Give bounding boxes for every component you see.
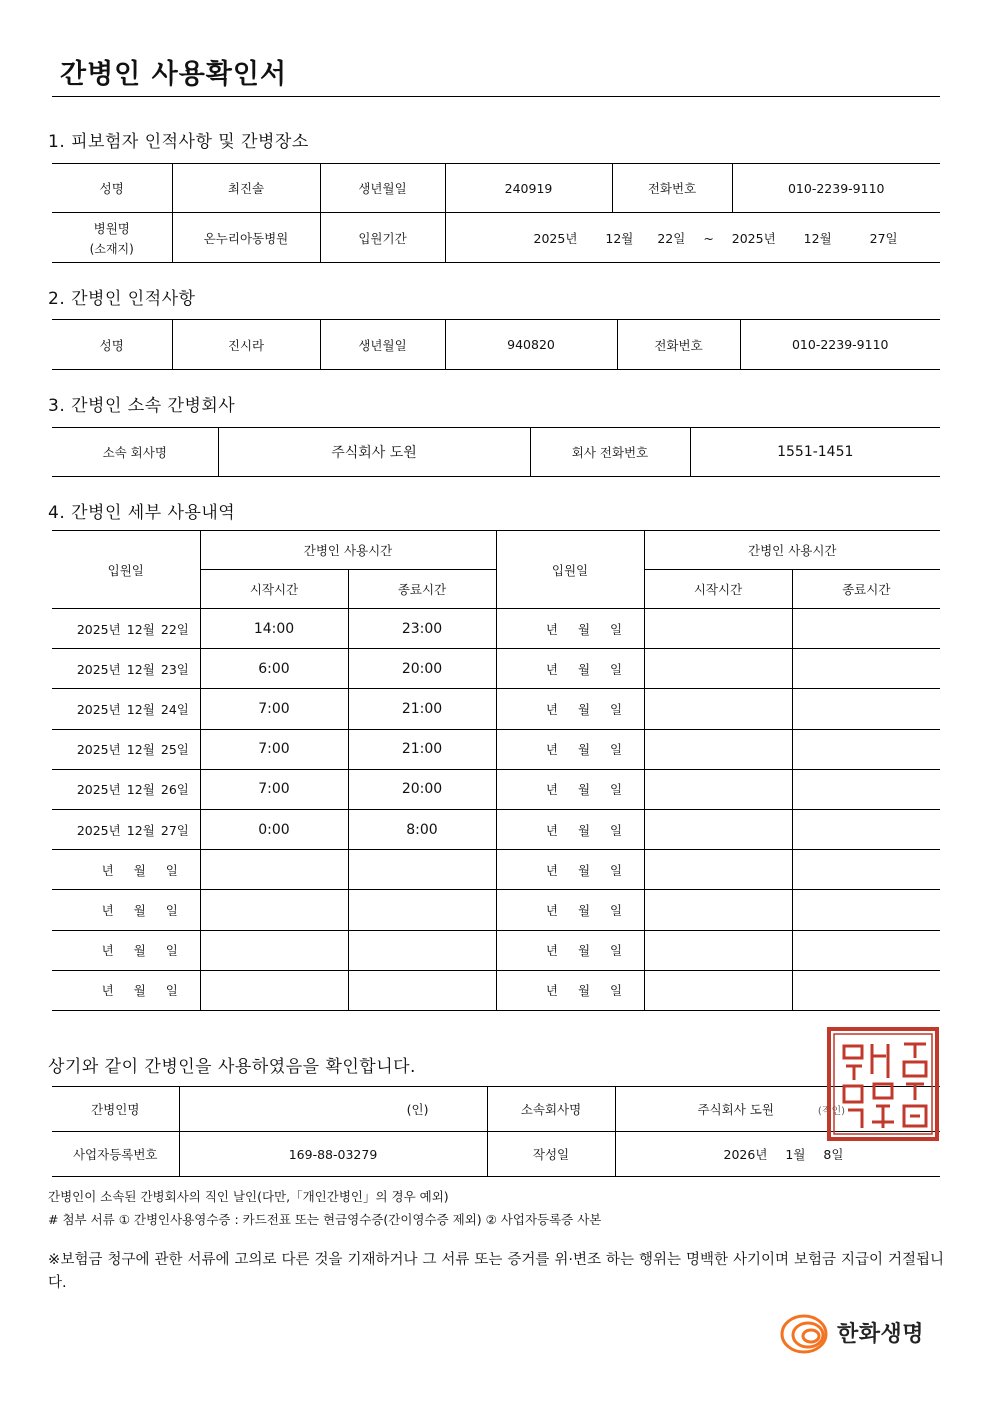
unit-month: 월: [577, 983, 591, 999]
write-month: 1: [785, 1147, 794, 1162]
date-month: 12: [126, 621, 143, 637]
seal-note: 간병인이 소속된 간병회사의 직인 날인(다만,「개인간병인」의 경우 예외): [48, 1189, 449, 1204]
section3-heading: 3. 간병인 소속 간병회사: [48, 396, 236, 416]
unit-day: 일: [165, 902, 178, 918]
date-month: 12: [126, 822, 143, 838]
unit-month: 월: [133, 862, 146, 878]
unit-month: 월: [133, 902, 146, 918]
right-end-time[interactable]: [792, 689, 940, 729]
title-divider: [52, 96, 940, 97]
usage-row: [52, 970, 940, 1010]
unit-year: 년: [545, 943, 558, 959]
unit-day: 일: [165, 983, 178, 999]
right-date-cell[interactable]: [496, 930, 644, 970]
unit-day: 일: [176, 742, 189, 758]
left-start-time[interactable]: 0:00: [200, 809, 348, 849]
unit-month: 월: [577, 742, 591, 758]
right-start-time[interactable]: [644, 729, 792, 769]
period-to-year: 2025: [731, 230, 764, 246]
right-end-time[interactable]: [792, 930, 940, 970]
unit-month: 월: [133, 943, 146, 959]
unit-year: 년: [545, 983, 558, 999]
right-date-cell[interactable]: [496, 809, 644, 849]
usage-detail-table: [52, 530, 940, 1011]
unit-year: 년: [108, 701, 121, 717]
unit-day: 일: [610, 902, 623, 918]
date-day: 25: [160, 742, 177, 758]
left-date-cell[interactable]: [52, 890, 200, 930]
right-end-time[interactable]: [792, 649, 940, 689]
caregiver-birth[interactable]: 940820: [445, 320, 617, 370]
company-seal-text: (직인): [817, 1106, 846, 1117]
caregiver-phone-label: 전화번호: [617, 320, 740, 370]
insured-birth-label: 생년월일: [320, 164, 445, 213]
unit-month: 월: [577, 943, 591, 959]
unit-year: 년: [545, 621, 558, 637]
caregiver-birth-label: 생년월일: [320, 320, 445, 370]
hospital-label: [52, 213, 172, 263]
caregiver-sign-field[interactable]: [179, 1087, 487, 1132]
unit-day: 일: [610, 983, 623, 999]
hospital-label-sub: (소재지): [89, 241, 134, 256]
unit-year: 년: [108, 661, 121, 677]
insured-name-label: 성명: [52, 164, 172, 213]
insured-birth[interactable]: 240919: [445, 164, 612, 213]
period-to-day: 27: [869, 230, 886, 246]
date-day: 24: [160, 701, 177, 717]
usage-row: [52, 890, 940, 930]
left-start-time[interactable]: [200, 970, 348, 1010]
caregiver-phone[interactable]: 010-2239-9110: [740, 320, 940, 370]
right-date-cell[interactable]: [496, 890, 644, 930]
right-start-time[interactable]: [644, 809, 792, 849]
right-date-cell[interactable]: [496, 970, 644, 1010]
right-end-time[interactable]: [792, 809, 940, 849]
left-end-time[interactable]: [348, 850, 496, 890]
fraud-warning: ※보험금 청구에 관한 서류에 고의로 다른 것을 기재하거나 그 서류 또는 증거를 위·변조 하는 행위는 명백한 사기이며 보험금 지급이 거절됩니다.: [48, 1252, 944, 1291]
unit-day: 일: [176, 701, 189, 717]
right-end-time[interactable]: [792, 850, 940, 890]
left-start-time[interactable]: 7:00: [200, 769, 348, 809]
unit-year: 년: [565, 230, 578, 246]
date-day: 23: [160, 661, 177, 677]
unit-month: 월: [142, 782, 155, 798]
brand-name: 한화생명: [837, 1322, 925, 1347]
right-end-time[interactable]: [792, 609, 940, 649]
left-end-time[interactable]: [348, 930, 496, 970]
unit-month: 월: [142, 621, 155, 637]
left-end-time[interactable]: [348, 890, 496, 930]
left-end-time[interactable]: 20:00: [348, 649, 496, 689]
unit-day: 일: [176, 782, 189, 798]
period-from-day: 22: [657, 230, 674, 246]
unit-year: 년: [545, 661, 558, 677]
right-start-time[interactable]: [644, 890, 792, 930]
unit-month: 월: [577, 862, 591, 878]
company-info-table: [52, 427, 940, 477]
usage-row: [52, 930, 940, 970]
unit-day: 일: [673, 230, 686, 246]
unit-year: 년: [108, 822, 121, 838]
unit-day: 일: [610, 782, 623, 798]
hospital-label-main: 병원명: [93, 220, 130, 236]
unit-year: 년: [101, 902, 114, 918]
period-from-year: 2025: [533, 230, 566, 246]
admission-period[interactable]: [445, 213, 940, 263]
unit-day: 일: [610, 661, 623, 677]
company-sign-label: 소속회사명: [487, 1087, 615, 1132]
right-start-time[interactable]: [644, 609, 792, 649]
unit-day: 일: [176, 822, 189, 838]
right-time-header: 간병인 사용시간: [644, 531, 940, 570]
unit-month: 월: [142, 822, 155, 838]
date-year: 2025: [76, 621, 109, 637]
insured-info-table: [52, 163, 940, 263]
usage-row: [52, 609, 940, 649]
unit-day: 일: [176, 661, 189, 677]
right-date-cell[interactable]: [496, 729, 644, 769]
left-end-time[interactable]: 8:00: [348, 809, 496, 849]
left-date-cell[interactable]: [52, 930, 200, 970]
usage-row: [52, 809, 940, 849]
write-day: 8: [823, 1147, 832, 1162]
date-month: 12: [126, 661, 143, 677]
unit-year: 년: [108, 782, 121, 798]
unit-month: 월: [577, 822, 591, 838]
right-date-cell[interactable]: [496, 649, 644, 689]
usage-row: [52, 689, 940, 729]
unit-month: 월: [133, 983, 146, 999]
unit-year: 년: [101, 943, 114, 959]
unit-day: 일: [610, 701, 623, 717]
unit-year: 년: [763, 230, 776, 246]
unit-month: 월: [577, 782, 591, 798]
right-end-time[interactable]: [792, 729, 940, 769]
left-date-cell[interactable]: [52, 769, 200, 809]
unit-month: 월: [621, 230, 634, 246]
section1-heading: 1. 피보험자 인적사항 및 간병장소: [48, 132, 309, 152]
period-to-month: 12: [803, 230, 820, 246]
unit-year: 년: [545, 822, 558, 838]
unit-month: 월: [142, 701, 155, 717]
unit-month: 월: [819, 230, 832, 246]
left-time-header: 간병인 사용시간: [200, 531, 496, 570]
left-date-header: 입원일: [52, 531, 200, 609]
left-start-time[interactable]: 7:00: [200, 729, 348, 769]
company-phone-label: 회사 전화번호: [530, 428, 690, 477]
insured-name[interactable]: 최진솔: [172, 164, 320, 213]
unit-month: 월: [142, 742, 155, 758]
unit-year: 년: [545, 862, 558, 878]
hospital-name[interactable]: 온누리아동병원: [172, 213, 320, 263]
company-name[interactable]: 주식회사 도원: [218, 428, 530, 477]
right-date-cell[interactable]: [496, 689, 644, 729]
unit-year: 년: [545, 701, 558, 717]
right-start-time[interactable]: [644, 689, 792, 729]
right-start-time[interactable]: [644, 649, 792, 689]
left-end-time[interactable]: 23:00: [348, 609, 496, 649]
right-start-time[interactable]: [644, 850, 792, 890]
left-date-cell[interactable]: [52, 729, 200, 769]
bizno[interactable]: 169-88-03279: [179, 1132, 487, 1177]
date-year: 2025: [76, 661, 109, 677]
period-tilde: ~: [703, 230, 714, 246]
left-date-cell[interactable]: [52, 970, 200, 1010]
right-start-time[interactable]: [644, 970, 792, 1010]
unit-year: 년: [108, 742, 121, 758]
unit-day: 일: [885, 230, 898, 246]
company-sign-name: 주식회사 도원: [697, 1102, 774, 1117]
period-from-month: 12: [605, 230, 622, 246]
date-month: 12: [126, 701, 143, 717]
right-end-time[interactable]: [792, 769, 940, 809]
unit-year: 년: [545, 742, 558, 758]
unit-year: 년: [101, 983, 114, 999]
unit-year: 년: [108, 621, 121, 637]
right-end-time[interactable]: [792, 890, 940, 930]
period-label: 입원기간: [320, 213, 445, 263]
right-date-header: 입원일: [496, 531, 644, 609]
right-date-cell[interactable]: [496, 850, 644, 890]
left-date-cell[interactable]: [52, 809, 200, 849]
write-date-label: 작성일: [487, 1132, 615, 1177]
left-start-time[interactable]: [200, 930, 348, 970]
section2-heading: 2. 간병인 인적사항: [48, 289, 196, 309]
unit-month: 월: [577, 701, 591, 717]
attachment-note: # 첨부 서류 ① 간병인사용영수증 : 카드전표 또는 현금영수증(간이영수증 제외) ② 사업자등록증 사본: [48, 1212, 602, 1227]
section4-heading: 4. 간병인 세부 사용내역: [48, 503, 236, 523]
caregiver-name[interactable]: 진시라: [172, 320, 320, 370]
unit-month: 월: [577, 902, 591, 918]
right-start-time[interactable]: [644, 930, 792, 970]
left-start-time[interactable]: 14:00: [200, 609, 348, 649]
left-start-time[interactable]: 6:00: [200, 649, 348, 689]
unit-day: 일: [610, 943, 623, 959]
left-start-time[interactable]: [200, 850, 348, 890]
confirmation-statement: 상기와 같이 간병인을 사용하였음을 확인합니다.: [48, 1057, 416, 1077]
left-end-time[interactable]: 21:00: [348, 729, 496, 769]
unit-day: 일: [610, 621, 623, 637]
left-start-header: 시작시간: [200, 570, 348, 609]
left-start-time[interactable]: [200, 890, 348, 930]
date-year: 2025: [76, 701, 109, 717]
insured-phone[interactable]: 010-2239-9110: [732, 164, 940, 213]
unit-day: 일: [176, 621, 189, 637]
left-end-time[interactable]: 21:00: [348, 689, 496, 729]
company-phone[interactable]: 1551-1451: [690, 428, 940, 477]
unit-year: 년: [101, 862, 114, 878]
date-day: 26: [160, 782, 177, 798]
date-day: 27: [160, 822, 177, 838]
unit-day: 일: [165, 862, 178, 878]
right-date-cell[interactable]: [496, 769, 644, 809]
usage-row: [52, 769, 940, 809]
unit-day: 일: [165, 943, 178, 959]
date-day: 22: [160, 621, 177, 637]
left-end-time[interactable]: [348, 970, 496, 1010]
company-name-label: 소속 회사명: [52, 428, 218, 477]
confirmation-table: [52, 1086, 940, 1177]
left-date-cell[interactable]: [52, 850, 200, 890]
write-year: 2026: [723, 1147, 756, 1162]
unit-day: 일: [831, 1147, 844, 1162]
unit-month: 월: [577, 621, 591, 637]
unit-month: 월: [577, 661, 591, 677]
date-year: 2025: [76, 742, 109, 758]
right-end-header: 종료시간: [792, 570, 940, 609]
caregiver-info-table: [52, 319, 940, 370]
left-start-time[interactable]: 7:00: [200, 689, 348, 729]
insured-phone-label: 전화번호: [612, 164, 732, 213]
right-start-header: 시작시간: [644, 570, 792, 609]
bizno-label: 사업자등록번호: [52, 1132, 179, 1177]
unit-year: 년: [755, 1147, 768, 1162]
unit-month: 월: [793, 1147, 806, 1162]
date-month: 12: [126, 742, 143, 758]
date-year: 2025: [76, 782, 109, 798]
unit-year: 년: [545, 902, 558, 918]
usage-row: [52, 649, 940, 689]
usage-row: [52, 850, 940, 890]
date-year: 2025: [76, 822, 109, 838]
unit-day: 일: [610, 742, 623, 758]
left-date-cell[interactable]: [52, 609, 200, 649]
left-end-time[interactable]: 20:00: [348, 769, 496, 809]
left-end-header: 종료시간: [348, 570, 496, 609]
document-title: 간병인 사용확인서: [60, 59, 288, 90]
unit-year: 년: [545, 782, 558, 798]
caregiver-name-label: 성명: [52, 320, 172, 370]
seal-mark-text: (인): [406, 1102, 429, 1117]
right-end-time[interactable]: [792, 970, 940, 1010]
left-date-cell[interactable]: [52, 649, 200, 689]
unit-month: 월: [142, 661, 155, 677]
usage-row: [52, 729, 940, 769]
right-date-cell[interactable]: [496, 609, 644, 649]
caregiver-sign-label: 간병인명: [52, 1087, 179, 1132]
left-date-cell[interactable]: [52, 689, 200, 729]
date-month: 12: [126, 782, 143, 798]
right-start-time[interactable]: [644, 769, 792, 809]
company-seal-stamp: [826, 1026, 940, 1142]
unit-day: 일: [610, 822, 623, 838]
unit-day: 일: [610, 862, 623, 878]
